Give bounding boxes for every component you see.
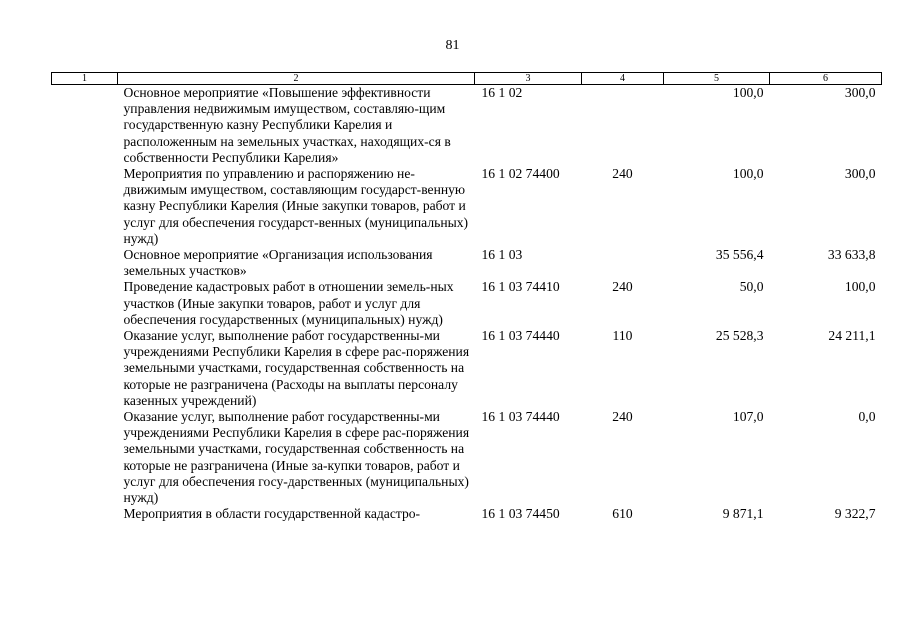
row-col1-cell (52, 279, 118, 328)
row-col1-cell (52, 506, 118, 522)
table-row (52, 506, 882, 522)
value-6-cell: 33 633,8 (827, 247, 876, 263)
value-5-cell: 100,0 (732, 166, 764, 182)
description-cell: Оказание услуг, выполнение работ государственны-ми учреждениями Республики Карелия в сфере рас-поряжения земельными участками, государственная собственность на которые не разграничена (Расходы на выплаты персоналу казенных учреждений) (123, 328, 470, 408)
code-cell: 16 1 03 74410 (481, 279, 560, 295)
column-number-row (52, 73, 882, 85)
page-number: 81 (445, 38, 460, 53)
description-cell: Мероприятия в области государственной кадастро- (123, 506, 421, 522)
expense-type-cell: 240 (612, 409, 633, 425)
expense-type-cell (582, 85, 664, 167)
value-5-cell: 9 871,1 (722, 506, 764, 522)
value-6-cell: 0,0 (858, 409, 876, 425)
code-cell: 16 1 03 74440 (481, 409, 560, 425)
column-header-5: 5 (664, 73, 770, 85)
expense-type-cell (582, 247, 664, 279)
value-5-cell: 25 528,3 (715, 328, 764, 344)
expense-type-cell: 610 (612, 506, 633, 522)
table-row (52, 85, 882, 167)
budget-table (51, 72, 882, 522)
value-6-cell: 300,0 (844, 166, 876, 182)
row-col1-cell (52, 85, 118, 167)
description-cell: Проведение кадастровых работ в отношении земель-ных участков (Иные закупки товаров, работ и услуг для обеспечения государственных (муниципальных) нужд) (123, 279, 454, 327)
value-6-cell: 300,0 (844, 85, 876, 100)
table-row (52, 328, 882, 409)
value-5-cell: 100,0 (732, 85, 764, 100)
description-cell: Оказание услуг, выполнение работ государственны-ми учреждениями Республики Карелия в сфере рас-поряжения земельными участками, государственная собственность на которые не разграничена (Иные за-купки товаров, работ и услуг для обеспечения госу-дарственных (муниципальных) нужд) (123, 409, 470, 506)
description-cell: Мероприятия по управлению и распоряжению не-движимым имуществом, составляющим государст-венную казну Республики Карелия (Иные закупки товаров, работ и услуг для обеспечения государст-венных (муниципальных) нужд) (123, 166, 469, 246)
code-cell: 16 1 03 (481, 247, 523, 263)
column-header-6: 6 (770, 73, 882, 85)
value-6-cell: 24 211,1 (828, 328, 876, 344)
table-row (52, 166, 882, 247)
value-5-cell: 35 556,4 (715, 247, 764, 263)
value-5-cell: 50,0 (739, 279, 764, 295)
code-cell: 16 1 02 74400 (481, 166, 560, 182)
expense-type-cell: 110 (612, 328, 633, 344)
code-cell: 16 1 02 (481, 85, 523, 100)
description-cell: Основное мероприятие «Повышение эффективности управления недвижимым имуществом, составляю-щим государственную казну Республики Карелия и расположенным на земельных участках, находящих-ся в собственности Республики Карелия» (123, 85, 451, 165)
value-6-cell: 9 322,7 (834, 506, 876, 522)
table-row (52, 279, 882, 328)
row-col1-cell (52, 328, 118, 409)
value-6-cell: 100,0 (844, 279, 876, 295)
code-cell: 16 1 03 74440 (481, 328, 560, 344)
row-col1-cell (52, 247, 118, 279)
code-cell: 16 1 03 74450 (481, 506, 560, 522)
value-5-cell: 107,0 (732, 409, 764, 425)
expense-type-cell: 240 (612, 166, 633, 182)
row-col1-cell (52, 166, 118, 247)
row-col1-cell (52, 409, 118, 506)
table-row (52, 247, 882, 279)
column-header-1: 1 (52, 73, 118, 85)
table-row (52, 409, 882, 506)
description-cell: Основное мероприятие «Организация использования земельных участков» (123, 247, 433, 279)
column-header-3: 3 (475, 73, 582, 85)
column-header-4: 4 (582, 73, 664, 85)
expense-type-cell: 240 (612, 279, 633, 295)
column-header-2: 2 (118, 73, 475, 85)
